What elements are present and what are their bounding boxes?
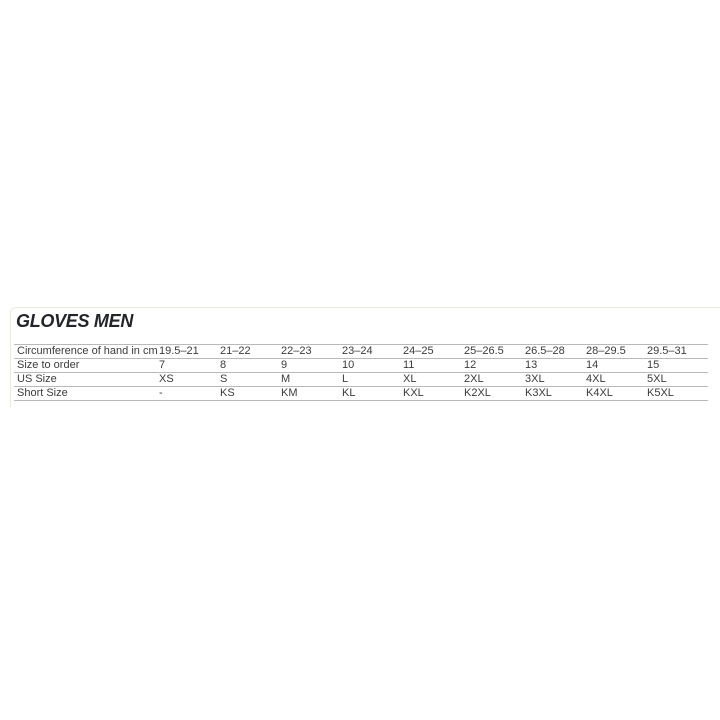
size-cell: M: [281, 373, 342, 387]
size-cell: -: [159, 387, 220, 401]
table-row-short-size: [14, 387, 708, 401]
table-row-us-size: [14, 373, 708, 387]
size-cell: XS: [159, 373, 220, 387]
size-cell: L: [342, 373, 403, 387]
size-cell: 4XL: [586, 373, 647, 387]
size-cell: XL: [403, 373, 464, 387]
size-cell: 28–29.5: [586, 345, 647, 359]
size-cell: 9: [281, 359, 342, 373]
size-cell: 26.5–28: [525, 345, 586, 359]
row-label: Size to order: [14, 359, 159, 373]
size-cell: 13: [525, 359, 586, 373]
size-cell: 5XL: [647, 373, 708, 387]
size-cell: KL: [342, 387, 403, 401]
table-row-size-to-order: [14, 359, 708, 373]
size-cell: 14: [586, 359, 647, 373]
size-cell: 10: [342, 359, 403, 373]
row-label: Short Size: [14, 387, 159, 401]
size-cell: 2XL: [464, 373, 525, 387]
size-cell: 3XL: [525, 373, 586, 387]
size-cell: K4XL: [586, 387, 647, 401]
size-cell: 8: [220, 359, 281, 373]
size-cell: 22–23: [281, 345, 342, 359]
size-cell: K2XL: [464, 387, 525, 401]
row-label: US Size: [14, 373, 159, 387]
size-cell: KXL: [403, 387, 464, 401]
row-label: Circumference of hand in cm: [14, 345, 159, 359]
size-cell: 21–22: [220, 345, 281, 359]
size-cell: KM: [281, 387, 342, 401]
size-cell: 15: [647, 359, 708, 373]
size-cell: K5XL: [647, 387, 708, 401]
size-cell: KS: [220, 387, 281, 401]
size-cell: 12: [464, 359, 525, 373]
size-cell: 25–26.5: [464, 345, 525, 359]
size-chart-table: [14, 344, 708, 401]
size-cell: K3XL: [525, 387, 586, 401]
size-cell: 11: [403, 359, 464, 373]
size-cell: 29.5–31: [647, 345, 708, 359]
size-cell: 23–24: [342, 345, 403, 359]
size-cell: 19.5–21: [159, 345, 220, 359]
size-cell: 24–25: [403, 345, 464, 359]
size-cell: 7: [159, 359, 220, 373]
section-title: GLOVES MEN: [16, 311, 134, 331]
table-row-circumference: [14, 345, 708, 359]
size-cell: S: [220, 373, 281, 387]
